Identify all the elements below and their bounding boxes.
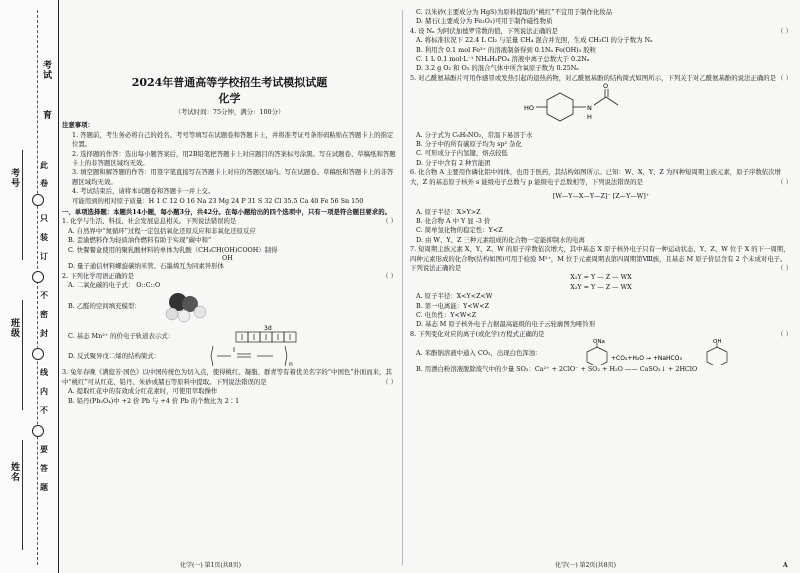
binder-word: 密: [40, 309, 48, 319]
binder-word: 不: [40, 405, 48, 415]
left-column: [62, 8, 397, 406]
q7-option-c: C. 电负性：Y<W<Z: [416, 310, 477, 319]
q6-option-a: A. 原子半径：X>Y>Z: [416, 207, 481, 216]
q5-option-b: B. 分子中的所有碳原子均为 sp² 杂化: [416, 140, 522, 149]
q7-answer-paren: （ ）: [777, 263, 792, 272]
binder-word: 此: [40, 160, 48, 170]
q6-option-c: C. 简单氢化物的稳定性：Y<Z: [416, 226, 503, 235]
exam-number-label: 考号: [9, 168, 19, 188]
binder-word: 卷: [40, 178, 48, 188]
binder-word: 答: [40, 463, 48, 473]
mol-label-o: O: [603, 83, 609, 91]
left-bracket: [211, 346, 213, 366]
q2-answer-paren: （ ）: [382, 271, 397, 280]
q1-option-a: A. 自然界中“氮循环”过程一定包括氧化还原反应和非氧化还原反应: [68, 226, 256, 235]
q3-option-a: A. 提取红花中的有效成分红花素时，可使用萃取操作: [68, 387, 218, 396]
q7-stem-text: 7. 短周期主族元素 X、Y、Z、W 的原子序数依次增大，其中基态 X 原子核外电子只有一种运动状态，Y、Z、W 位于 X 的下一周期，四种元素形成的化合物(结构如图)可用于检验 M²⁺，M 位于元素周期表第四周期第Ⅷ族，且基态 M 原子价层含有 2 个未成对电子。下列说法正确的是: [410, 245, 790, 272]
q8-stem-text: 8. 下列变化对应的离子(或化学)方程式正确的是: [410, 329, 545, 338]
benzene-ring: [547, 93, 573, 121]
model-atom-h: [194, 306, 206, 318]
name-line: [22, 440, 23, 550]
phenol-ring: [707, 347, 727, 365]
ona-label: ONa: [593, 339, 605, 346]
q3-option-c: C. 以朱砂(主要成分为 HgS)为原料提取的“桃红”不宜用于制作化妆品: [416, 8, 613, 16]
section1-heading: 一、单项选择题：本题共14小题，每小题3分，共42分。在每小题给出的四个选项中，只有一项是符合题目要求的。: [62, 208, 391, 217]
q5-option-c: C. 可形成分子内氢键，熔点较低: [416, 149, 508, 158]
class-label: 班级: [9, 318, 19, 338]
q6-answer-paren: （ ）: [777, 177, 792, 186]
binder-word: 只: [40, 213, 48, 223]
q8-option-a: A. 苯酚钠溶液中通入 CO₂，出现白色浑浊：: [416, 349, 542, 358]
note-item: 4. 考试结束后，请将本试题卷和答题卡一并上交。: [72, 187, 215, 196]
binder-word: 不: [40, 290, 48, 300]
notes-heading: 注意事项：: [62, 121, 94, 130]
q7-option-b: B. 第一电离能：Y<W<Z: [416, 301, 490, 310]
q8-option-a-row: [410, 339, 792, 365]
name-label: 姓名: [9, 462, 19, 482]
q2-option-a-text: A. 二氧化碳的电子式：: [68, 280, 135, 289]
acetaminophen-structure: [410, 83, 790, 127]
q6-stem-text: 6. 化合物 A 主要用作磷化铝中间体，也用于医药，其结构如图所示。已知：W、X、Y、Z 为四种短周期主族元素，原子序数依次增大，Z 的基态原子核外 s 能级电子总数与 p 能级电子总数相等，下列说法错误的是: [410, 168, 781, 186]
q4-option-b: B. 利用含 0.1 mol Fe³⁺ 的溶液制备得到 0.1Nₐ Fe(OH)₃ 胶粒: [416, 45, 597, 54]
polymer-n: n: [289, 361, 293, 369]
q8-answer-paren: （ ）: [777, 329, 792, 338]
note-item: 1. 答题前，考生务必将自己的姓名、考号等填写在试题卷和答题卡上，并将准考证号条形码粘贴在答题卡上的指定位置。: [72, 130, 394, 149]
seal-line: [37, 10, 38, 565]
q2-option-b-row: [62, 290, 397, 324]
q4-stem-text: 4. 设 Nₐ 为阿伏加德罗常数的值，下列说法正确的是: [410, 26, 559, 35]
c-bond: [594, 97, 606, 105]
q3-option-b: B. 铅丹(Pb₃O₄)中 +2 价 Pb 与 +4 价 Pb 的个数比为 2∶1: [68, 396, 240, 405]
q6-stem: [410, 168, 792, 187]
q7-option-d: D. 基态 M 原子核外电子占据最高能级的电子云轮廓图为哑铃形: [416, 320, 596, 329]
mol-label-n: N: [587, 104, 592, 113]
exam-number-line: [22, 150, 23, 260]
q7-struct-line-2: X₂Y = Y — Z — WX: [570, 282, 632, 291]
q5-option-a: A. 分子式为 C₈H₉NO₂，常温下易溶于水: [416, 130, 533, 139]
q1-oh-label: OH: [222, 254, 233, 263]
seal-circle-2: [32, 271, 44, 283]
q7-stem: [410, 245, 792, 273]
q4-option-a: A. 将标准状况下 22.4 L Cl₂ 与足量 CH₄ 混合并光照，生成 CH₃Cl 的分子数为 Nₐ: [416, 36, 653, 45]
q1-option-b: B. 歪渝燃料作为轻质油作燃料有助于实现“碳中和”: [68, 236, 212, 245]
orbital-diagram: [234, 324, 304, 344]
q3-answer-paren: （ ）: [382, 377, 397, 386]
q7-struct-line-1: X₂Y = Y — Z — WX: [570, 273, 632, 282]
q6-option-b: B. 化合物 A 中 Y 显 -3 价: [416, 216, 491, 225]
model-atom-h: [166, 308, 178, 320]
binder-word: 封: [40, 328, 48, 338]
methyl-bond: [606, 97, 618, 105]
q4-option-c: C. 1 L 0.1 mol·L⁻¹ NH₄H₂PO₄ 溶液中离子总数大于 0.2Nₐ: [416, 55, 590, 64]
q2-option-d: D. 反式聚异戊二烯的结构简式：: [68, 352, 161, 361]
q5-stem: [410, 74, 792, 83]
q2-stem-text: 2. 下列化学用语正确的是: [62, 271, 135, 280]
phenol-equation: [585, 339, 790, 365]
subject-title: 化学: [218, 92, 241, 105]
right-column: [410, 8, 792, 375]
q8-stem: [410, 330, 792, 339]
q6-option-d: D. 由 W、Y、Z 三种元素组成的化合物一定能抑制水的电离: [416, 235, 585, 244]
page-footer-1: 化学(一) 第1页(共8页): [180, 562, 241, 569]
co2-electron-formula: O::C::O: [136, 280, 161, 289]
binder-word: 题: [40, 482, 48, 492]
mol-label-ho: HO: [524, 104, 535, 113]
q1-answer-paren: （ ）: [382, 217, 397, 226]
polymer-structure: [207, 344, 307, 368]
binder-word: 要: [40, 444, 48, 454]
q2-option-d-row: [62, 344, 397, 368]
class-line: [22, 300, 23, 410]
q5-answer-paren: （ ）: [777, 73, 792, 82]
note-item: 2. 选择题的作答：选出每小题答案后，用2B铅笔把答题卡上对应题目的答案标号涂黑。写在试题卷、草稿纸和答题卡上的非答题区域均无效。: [72, 149, 396, 168]
q6-formula: [W—Y—X—Y—Z]⁻ [Z—Y—W]⁺: [552, 192, 650, 201]
q1-option-d: D. 量子通信材料螺旋碳纳米管、石墨烯互为同素异形体: [68, 262, 224, 271]
q2-option-a: [62, 281, 397, 290]
q1-stem: [62, 217, 397, 226]
q4-answer-paren: （ ）: [777, 26, 792, 35]
exam-title: 2024年普通高等学校招生考试模拟试题: [131, 76, 328, 89]
q5-stem-text: 5. 对乙酰氨基酚片可用作感冒或发热引起的退热药物，对乙酰氨基酚的结构简式如图所示，下列关于对乙酰氨基酚的说法正确的是: [410, 73, 777, 82]
binder-word: 内: [40, 386, 48, 396]
q1-stem-text: 1. 化学与生活、科技、社会发展息息相关。下列说法错误的是: [62, 217, 237, 226]
q4-stem: [410, 27, 792, 36]
binding-strip: [0, 0, 59, 573]
binder-word: 订: [40, 251, 48, 261]
q8-option-b: B. 用漂白粉溶液脱除废气中的少量 SO₂：Ca²⁺ + 2ClO⁻ + SO₂ + H₂O —— CaSO₃↓ + 2HClO: [416, 365, 698, 374]
seal-circle-1: [32, 194, 44, 206]
mol-label-h: H: [587, 113, 592, 122]
q3-stem-text: 3. 兔年春晚《满庭芳·国色》以中国传统色为切入点，使得桃红、凝脂、群青等有着优美名字的“中国色”扑面而来，其中“桃红”可从红花、铅丹、朱砂或赭石等原料中提取。下列说法错误的是: [62, 368, 392, 386]
seal-circle-4: [32, 425, 44, 437]
binding-top-label-1: 考试: [41, 60, 51, 80]
right-bracket: [285, 346, 287, 366]
binder-word: 装: [40, 232, 48, 242]
q2-option-b: B. 乙醛的空间填充模型：: [68, 302, 141, 311]
q7-option-a: A. 原子半径：X<Y<Z<W: [416, 292, 493, 301]
q2-option-c-row: [62, 324, 397, 344]
q3-option-d: D. 赭石(主要成分为 Fe₂O₃)可用于制作磁性物质: [416, 17, 553, 26]
q4-option-d: D. 3.2 g O₂ 和 O₃ 的混合气体中所含氧原子数为 0.25Nₐ: [416, 64, 579, 73]
q2-stem: [62, 272, 397, 281]
orbital-label: 3d: [264, 325, 272, 333]
q3-stem: [62, 368, 397, 387]
column-divider: [402, 10, 403, 565]
page-footer-2: 化学(一) 第2页(共8页): [555, 562, 616, 569]
paper-version-mark: A: [783, 562, 788, 569]
seal-circle-3: [32, 348, 44, 360]
q2-option-c: C. 基态 Mn²⁺ 的价电子轨道表示式：: [68, 332, 175, 341]
oh-label: OH: [713, 339, 722, 346]
space-filling-model: [162, 290, 212, 324]
model-atom-h: [178, 310, 190, 322]
binding-top-label-2: 育: [41, 110, 51, 120]
equation-middle: +CO₂+H₂O → +NaHCO₃: [611, 355, 682, 363]
binder-word: 线: [40, 367, 48, 377]
note-item: 3. 填空题和解答题的作答：用签字笔直接写在答题卡上对应的答题区域内。写在试题卷、草稿纸和答题卡上的非答题区域均无效。: [72, 168, 394, 186]
time-and-score: （考试时间：75分钟，满分：100分）: [174, 108, 285, 116]
q5-option-d: D. 分子中含有 2 种官能团: [416, 158, 491, 167]
phenoxide-ring: [587, 347, 607, 365]
q1-option-c: C. 快餐餐盒使用的聚乳酸材料的单体为乳酸（CH₃CH(OH)COOH）制得: [68, 245, 278, 254]
atomic-masses: 可能用到的相对原子质量：H 1 C 12 O 16 Na 23 Mg 24 P 31 S 32 Cl 35.5 Ca 40 Fe 56 Sn 150: [72, 196, 364, 205]
